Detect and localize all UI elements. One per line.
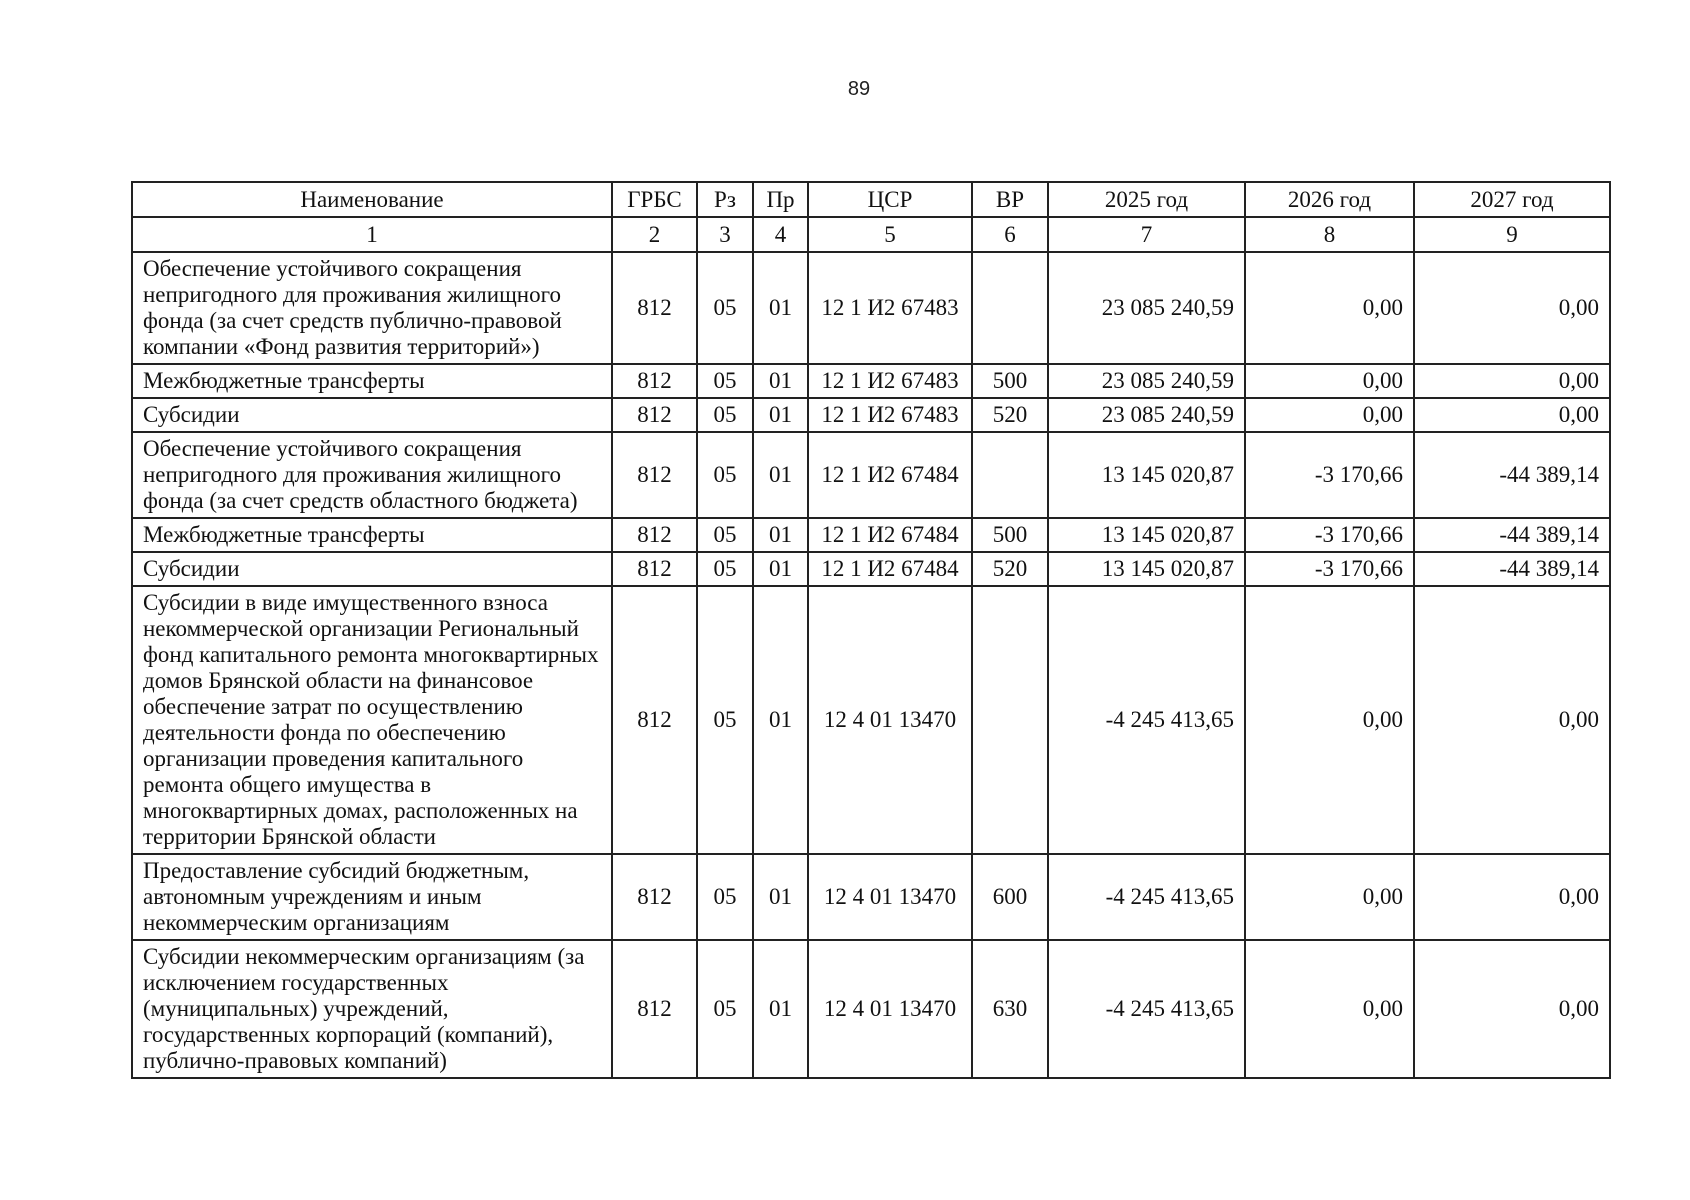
cell-vr: 500 (972, 518, 1048, 552)
header-name: Наименование (132, 182, 612, 217)
cell-csr: 12 4 01 13470 (808, 854, 972, 940)
cell-rz: 05 (697, 552, 753, 586)
cell-2027: 0,00 (1414, 940, 1610, 1078)
cell-rz: 05 (697, 854, 753, 940)
cell-pr: 01 (753, 398, 808, 432)
table-row (132, 552, 1610, 586)
cell-2027: 0,00 (1414, 364, 1610, 398)
cell-csr: 12 4 01 13470 (808, 940, 972, 1078)
cell-2025: 23 085 240,59 (1048, 364, 1245, 398)
page-number: 89 (847, 78, 871, 100)
cell-rz: 05 (697, 518, 753, 552)
cell-csr: 12 1 И2 67483 (808, 252, 972, 364)
cell-pr: 01 (753, 854, 808, 940)
cell-vr: 630 (972, 940, 1048, 1078)
cell-vr (972, 252, 1048, 364)
table-row (132, 432, 1610, 518)
cell-vr: 520 (972, 398, 1048, 432)
cell-grbs: 812 (612, 398, 697, 432)
table-row (132, 854, 1610, 940)
cell-csr: 12 1 И2 67484 (808, 518, 972, 552)
cell-2026: 0,00 (1245, 252, 1414, 364)
table-row (132, 940, 1610, 1078)
header-2026: 2026 год (1245, 182, 1414, 217)
cell-vr (972, 432, 1048, 518)
cell-grbs: 812 (612, 432, 697, 518)
cell-name: Межбюджетные трансферты (132, 518, 612, 552)
cell-grbs: 812 (612, 854, 697, 940)
cell-2026: 0,00 (1245, 854, 1414, 940)
cell-pr: 01 (753, 552, 808, 586)
cell-name: Обеспечение устойчивого сокращения непригодного для проживания жилищного фонда (за счет средств публично-правовой компании «Фонд развития территорий») (132, 252, 612, 364)
cell-2025: -4 245 413,65 (1048, 854, 1245, 940)
column-number: 2 (612, 217, 697, 252)
cell-2026: -3 170,66 (1245, 432, 1414, 518)
column-number: 5 (808, 217, 972, 252)
cell-name: Субсидии (132, 398, 612, 432)
column-number: 9 (1414, 217, 1610, 252)
header-vr: ВР (972, 182, 1048, 217)
column-number: 4 (753, 217, 808, 252)
cell-2026: 0,00 (1245, 586, 1414, 854)
cell-rz: 05 (697, 252, 753, 364)
header-rz: Рз (697, 182, 753, 217)
cell-pr: 01 (753, 432, 808, 518)
cell-rz: 05 (697, 432, 753, 518)
column-number: 7 (1048, 217, 1245, 252)
table-row (132, 518, 1610, 552)
cell-grbs: 812 (612, 552, 697, 586)
cell-2027: -44 389,14 (1414, 518, 1610, 552)
cell-2027: 0,00 (1414, 398, 1610, 432)
cell-grbs: 812 (612, 940, 697, 1078)
cell-rz: 05 (697, 586, 753, 854)
cell-vr (972, 586, 1048, 854)
header-2025: 2025 год (1048, 182, 1245, 217)
cell-2027: 0,00 (1414, 586, 1610, 854)
cell-csr: 12 1 И2 67483 (808, 398, 972, 432)
cell-vr: 500 (972, 364, 1048, 398)
cell-2026: 0,00 (1245, 940, 1414, 1078)
table-row (132, 364, 1610, 398)
cell-2025: 23 085 240,59 (1048, 252, 1245, 364)
cell-grbs: 812 (612, 586, 697, 854)
cell-2025: 13 145 020,87 (1048, 518, 1245, 552)
cell-grbs: 812 (612, 252, 697, 364)
cell-rz: 05 (697, 398, 753, 432)
cell-2025: -4 245 413,65 (1048, 940, 1245, 1078)
cell-csr: 12 1 И2 67484 (808, 552, 972, 586)
column-number: 3 (697, 217, 753, 252)
cell-2027: -44 389,14 (1414, 552, 1610, 586)
header-grbs: ГРБС (612, 182, 697, 217)
cell-vr: 600 (972, 854, 1048, 940)
cell-2027: -44 389,14 (1414, 432, 1610, 518)
cell-2026: -3 170,66 (1245, 552, 1414, 586)
column-number: 6 (972, 217, 1048, 252)
cell-2026: 0,00 (1245, 398, 1414, 432)
cell-csr: 12 4 01 13470 (808, 586, 972, 854)
cell-name: Субсидии некоммерческим организациям (за исключением государственных (муниципальных) учреждений, государственных корпораций (компаний), публично-правовых компаний) (132, 940, 612, 1078)
cell-name: Субсидии (132, 552, 612, 586)
cell-2025: 13 145 020,87 (1048, 552, 1245, 586)
header-2027: 2027 год (1414, 182, 1610, 217)
cell-pr: 01 (753, 252, 808, 364)
header-csr: ЦСР (808, 182, 972, 217)
cell-grbs: 812 (612, 364, 697, 398)
column-number-row (132, 217, 1610, 252)
cell-vr: 520 (972, 552, 1048, 586)
cell-name: Субсидии в виде имущественного взноса некоммерческой организации Региональный фонд капитального ремонта многоквартирных домов Брянской области на финансовое обеспечение затрат по осуществлению деятельности фонда по обеспечению организации проведения капитального ремонта общего имущества в многоквартирных домах, расположенных на территории Брянской области (132, 586, 612, 854)
cell-rz: 05 (697, 364, 753, 398)
cell-2025: -4 245 413,65 (1048, 586, 1245, 854)
table-row (132, 398, 1610, 432)
cell-csr: 12 1 И2 67484 (808, 432, 972, 518)
column-number: 8 (1245, 217, 1414, 252)
cell-pr: 01 (753, 364, 808, 398)
cell-name: Предоставление субсидий бюджетным, автономным учреждениям и иным некоммерческим организациям (132, 854, 612, 940)
column-number: 1 (132, 217, 612, 252)
cell-2026: -3 170,66 (1245, 518, 1414, 552)
cell-name: Межбюджетные трансферты (132, 364, 612, 398)
cell-name: Обеспечение устойчивого сокращения непригодного для проживания жилищного фонда (за счет средств областного бюджета) (132, 432, 612, 518)
cell-2026: 0,00 (1245, 364, 1414, 398)
budget-table (131, 181, 1611, 1079)
cell-csr: 12 1 И2 67483 (808, 364, 972, 398)
cell-pr: 01 (753, 586, 808, 854)
cell-pr: 01 (753, 940, 808, 1078)
cell-grbs: 812 (612, 518, 697, 552)
cell-2025: 13 145 020,87 (1048, 432, 1245, 518)
header-row (132, 182, 1610, 217)
table-row (132, 252, 1610, 364)
cell-rz: 05 (697, 940, 753, 1078)
cell-2025: 23 085 240,59 (1048, 398, 1245, 432)
cell-2027: 0,00 (1414, 252, 1610, 364)
header-pr: Пр (753, 182, 808, 217)
cell-2027: 0,00 (1414, 854, 1610, 940)
cell-pr: 01 (753, 518, 808, 552)
table-row (132, 586, 1610, 854)
